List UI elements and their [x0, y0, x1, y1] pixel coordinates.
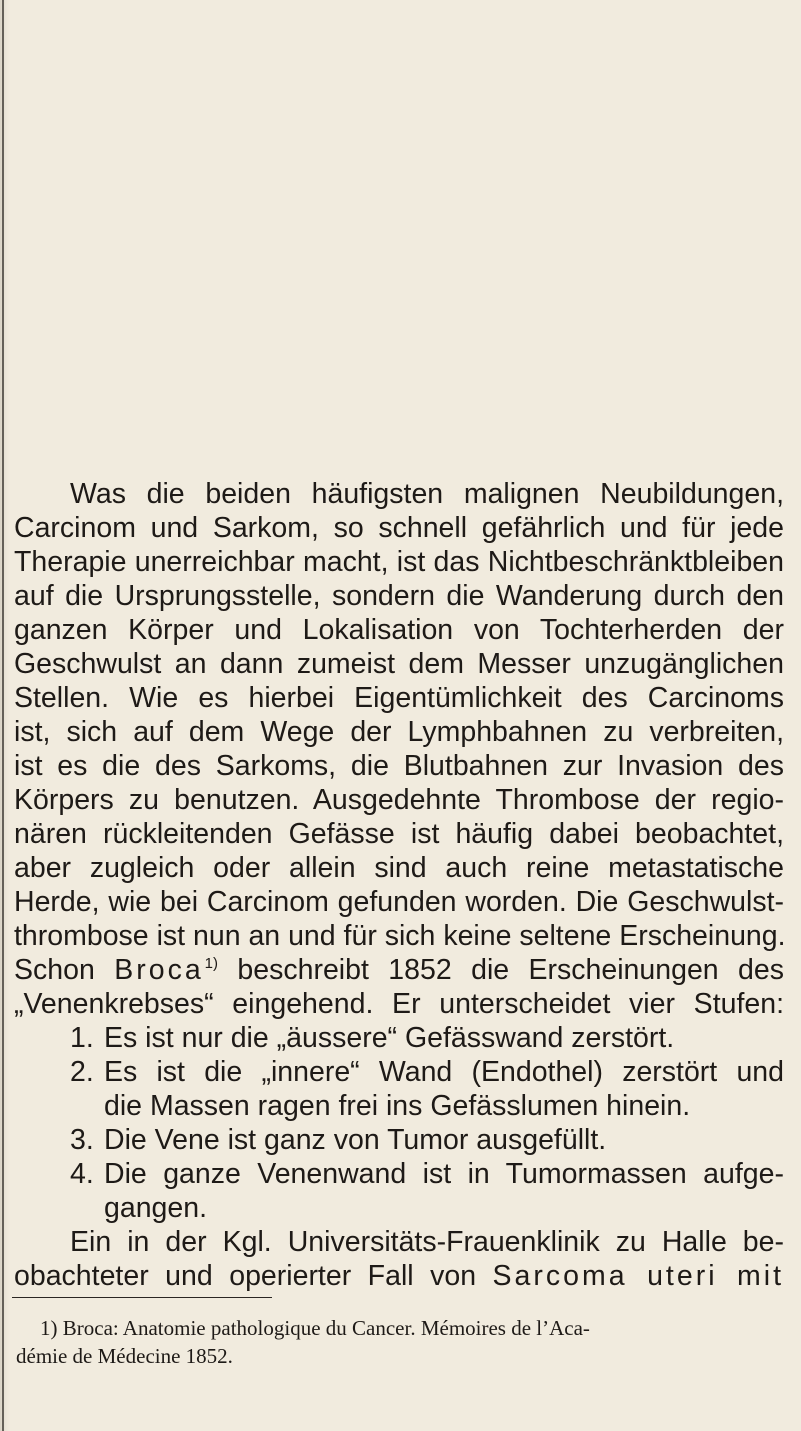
- paragraph-1-line: Was die beiden häufigsten malignen Neubildungen,: [70, 478, 784, 510]
- footnote-marker: 1): [204, 955, 219, 972]
- paragraph-1-line: ist es die des Sarkoms, die Blutbahnen zur Invasion des: [14, 750, 784, 782]
- paragraph-1-line: „Venenkrebses“ eingehend. Er unterscheidet vier Stufen:: [14, 988, 784, 1020]
- paragraph-1-line: ganzen Körper und Lokalisation von Tochterherden der: [14, 614, 784, 646]
- text-run: obachteter und operierter Fall von: [14, 1260, 493, 1292]
- list-item-line: die Massen ragen frei ins Gefässlumen hinein.: [104, 1090, 691, 1122]
- paragraph-1-line: Geschwulst an dann zumeist dem Messer unzugänglichen: [14, 648, 784, 680]
- paragraph-1-line: nären rückleitenden Gefässe ist häufig dabei beobachtet,: [14, 818, 784, 850]
- list-item-line: Es ist nur die „äussere“ Gefässwand zerstört.: [104, 1022, 675, 1054]
- list-item-line: Die ganze Venenwand ist in Tumormassen aufge-: [104, 1158, 784, 1190]
- list-number: 3.: [70, 1124, 94, 1156]
- list-number: 1.: [70, 1022, 94, 1054]
- text-run: Schon: [14, 954, 115, 986]
- paragraph-1-line: Körpers zu benutzen. Ausgedehnte Thrombose der regio-: [14, 784, 784, 816]
- paragraph-1-line: Carcinom und Sarkom, so schnell gefährlich und für jede: [14, 512, 784, 544]
- paragraph-1-line: auf die Ursprungsstelle, sondern die Wanderung durch den: [14, 580, 784, 612]
- paragraph-2-line: Ein in der Kgl. Universitäts-Frauenklinik zu Halle be-: [70, 1226, 784, 1258]
- paragraph-1-line: aber zugleich oder allein sind auch reine metastatische: [14, 852, 784, 884]
- footnote-line: 1) Broca: Anatomie pathologique du Cancer. Mémoires de l’Aca-: [40, 1316, 590, 1340]
- paragraph-1-line: Stellen. Wie es hierbei Eigentümlichkeit des Carcinoms: [14, 682, 784, 714]
- author-name-broca: Broca: [114, 954, 204, 986]
- paragraph-1-line: Herde, wie bei Carcinom gefunden worden. Die Geschwulst-: [14, 886, 784, 918]
- paragraph-2-line: [14, 1262, 784, 1291]
- footnote-rule: [12, 1297, 272, 1298]
- paragraph-1-line: thrombose ist nun an und für sich keine seltene Erscheinung.: [14, 920, 786, 952]
- paragraph-1-line: [14, 956, 784, 985]
- emphasized-term: Sarcoma uteri mit: [492, 1260, 785, 1292]
- paragraph-1-line: ist, sich auf dem Wege der Lymphbahnen zu verbreiten,: [14, 716, 784, 748]
- text-run: beschreibt 1852 die Erscheinungen des: [218, 954, 785, 986]
- list-item-line: Es ist die „innere“ Wand (Endothel) zerstört und: [104, 1056, 784, 1088]
- list-number: 2.: [70, 1056, 94, 1088]
- list-item-line: gangen.: [104, 1192, 208, 1224]
- list-item-line: Die Vene ist ganz von Tumor ausgefüllt.: [104, 1124, 607, 1156]
- list-number: 4.: [70, 1158, 94, 1190]
- footnote-line: démie de Médecine 1852.: [16, 1344, 233, 1368]
- paragraph-1-line: Therapie unerreichbar macht, ist das Nichtbeschränktbleiben: [14, 546, 784, 578]
